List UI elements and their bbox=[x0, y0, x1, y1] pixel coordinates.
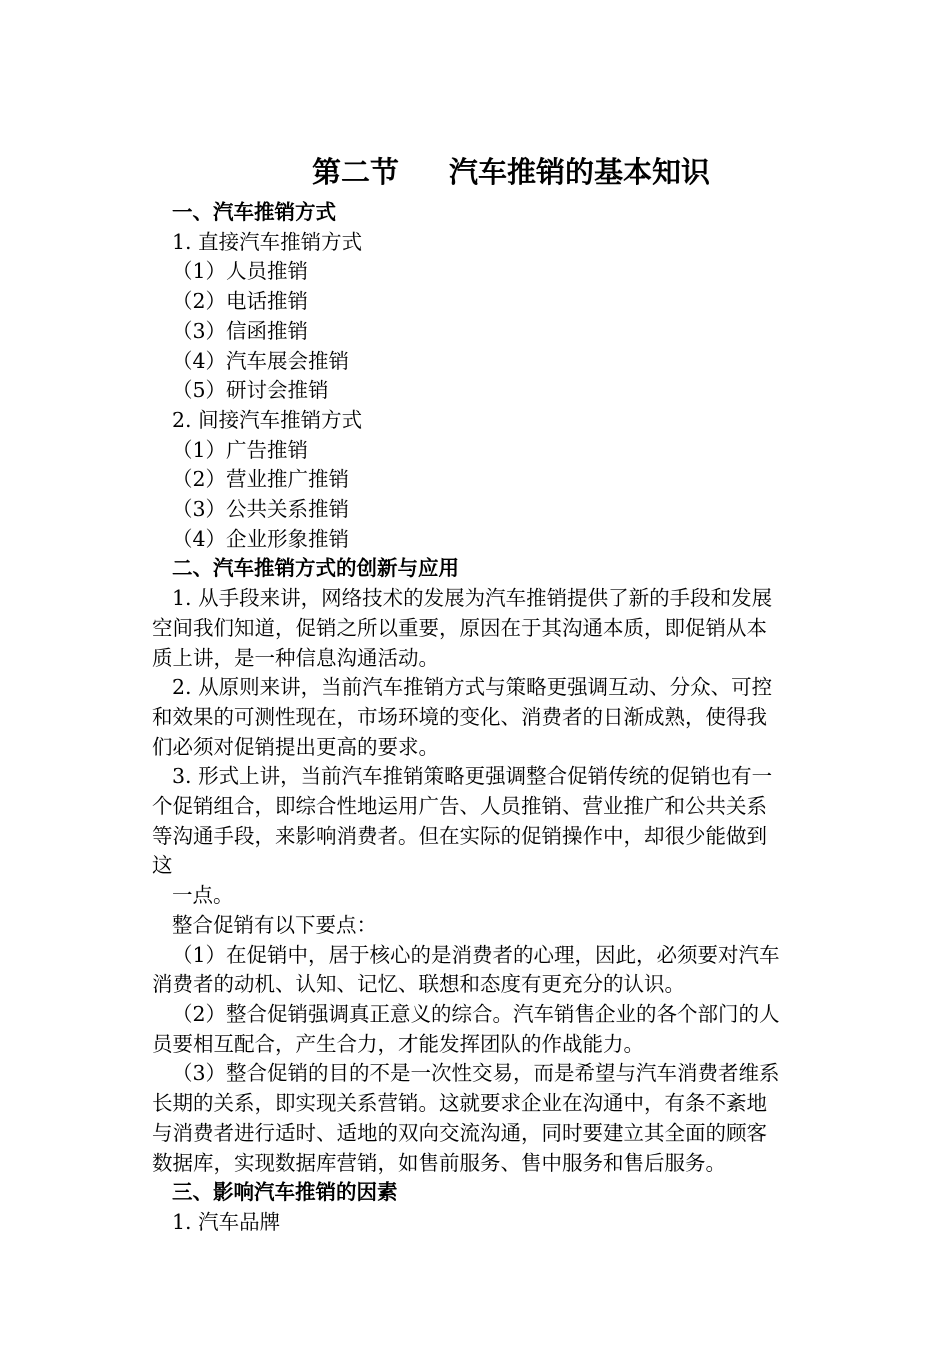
paragraph-line: 这 bbox=[152, 853, 173, 878]
paragraph-line: 3. 形式上讲，当前汽车推销策略更强调整合促销传统的促销也有一 bbox=[172, 764, 773, 789]
section-3-heading: 三、影响汽车推销的因素 bbox=[172, 1180, 398, 1205]
list-item: （5）研讨会推销 bbox=[172, 378, 329, 403]
paragraph-line: （2）整合促销强调真正意义的综合。汽车销售企业的各个部门的人 bbox=[172, 1001, 780, 1026]
list-item: （1）广告推销 bbox=[172, 437, 309, 462]
paragraph-line: 一点。 bbox=[172, 883, 234, 908]
paragraph-line: 个促销组合，即综合性地运用广告、人员推销、营业推广和公共关系 bbox=[152, 794, 767, 819]
paragraph-line: 们必须对促销提出更高的要求。 bbox=[152, 734, 439, 759]
paragraph-line: （3）整合促销的目的不是一次性交易，而是希望与汽车消费者维系 bbox=[172, 1061, 780, 1086]
list-item: （3）信函推销 bbox=[172, 318, 309, 343]
section-1-heading: 一、汽车推销方式 bbox=[172, 200, 336, 224]
paragraph-line: 等沟通手段，来影响消费者。但在实际的促销操作中，却很少能做到 bbox=[152, 823, 767, 848]
paragraph-line: 与消费者进行适时、适地的双向交流沟通，同时要建立其全面的顾客 bbox=[152, 1120, 767, 1145]
section-3-subheading-1: 1. 汽车品牌 bbox=[172, 1209, 281, 1234]
page-title bbox=[152, 150, 848, 194]
list-item: （1）人员推销 bbox=[172, 259, 309, 284]
paragraph-line: 员要相互配合，产生合力，才能发挥团队的作战能力。 bbox=[152, 1031, 644, 1056]
paragraph-line: 数据库，实现数据库营销，如售前服务、售中服务和售后服务。 bbox=[152, 1150, 726, 1175]
list-item: （4）企业形象推销 bbox=[172, 526, 350, 551]
points-intro: 整合促销有以下要点： bbox=[172, 912, 377, 937]
section-1-subheading-1: 1. 直接汽车推销方式 bbox=[172, 229, 363, 254]
paragraph-line: 长期的关系，即实现关系营销。这就要求企业在沟通中，有条不紊地 bbox=[152, 1091, 767, 1116]
paragraph-line: 2. 从原则来讲，当前汽车推销方式与策略更强调互动、分众、可控 bbox=[172, 675, 773, 700]
list-item: （2）电话推销 bbox=[172, 289, 309, 314]
list-item: （3）公共关系推销 bbox=[172, 497, 350, 522]
document-body bbox=[152, 150, 848, 1238]
paragraph-line: 消费者的动机、认知、记忆、联想和态度有更充分的认识。 bbox=[152, 972, 685, 997]
list-item: （4）汽车展会推销 bbox=[172, 348, 350, 373]
paragraph-line: 空间我们知道，促销之所以重要，原因在于其沟通本质，即促销从本 bbox=[152, 615, 767, 640]
paragraph-line: 和效果的可测性现在，市场环境的变化、消费者的日渐成熟，使得我 bbox=[152, 704, 767, 729]
paragraph-line: 质上讲，是一种信息沟通活动。 bbox=[152, 645, 439, 670]
paragraph-line: 1. 从手段来讲，网络技术的发展为汽车推销提供了新的手段和发展 bbox=[172, 586, 773, 611]
paragraph-line: （1）在促销中，居于核心的是消费者的心理，因此，必须要对汽车 bbox=[172, 942, 780, 967]
title-text: 汽车推销的基本知识 bbox=[449, 155, 711, 189]
list-item: （2）营业推广推销 bbox=[172, 467, 350, 492]
section-1-subheading-2: 2. 间接汽车推销方式 bbox=[172, 407, 363, 432]
title-section-number: 第二节 bbox=[311, 155, 399, 189]
section-2-heading: 二、汽车推销方式的创新与应用 bbox=[172, 556, 459, 581]
